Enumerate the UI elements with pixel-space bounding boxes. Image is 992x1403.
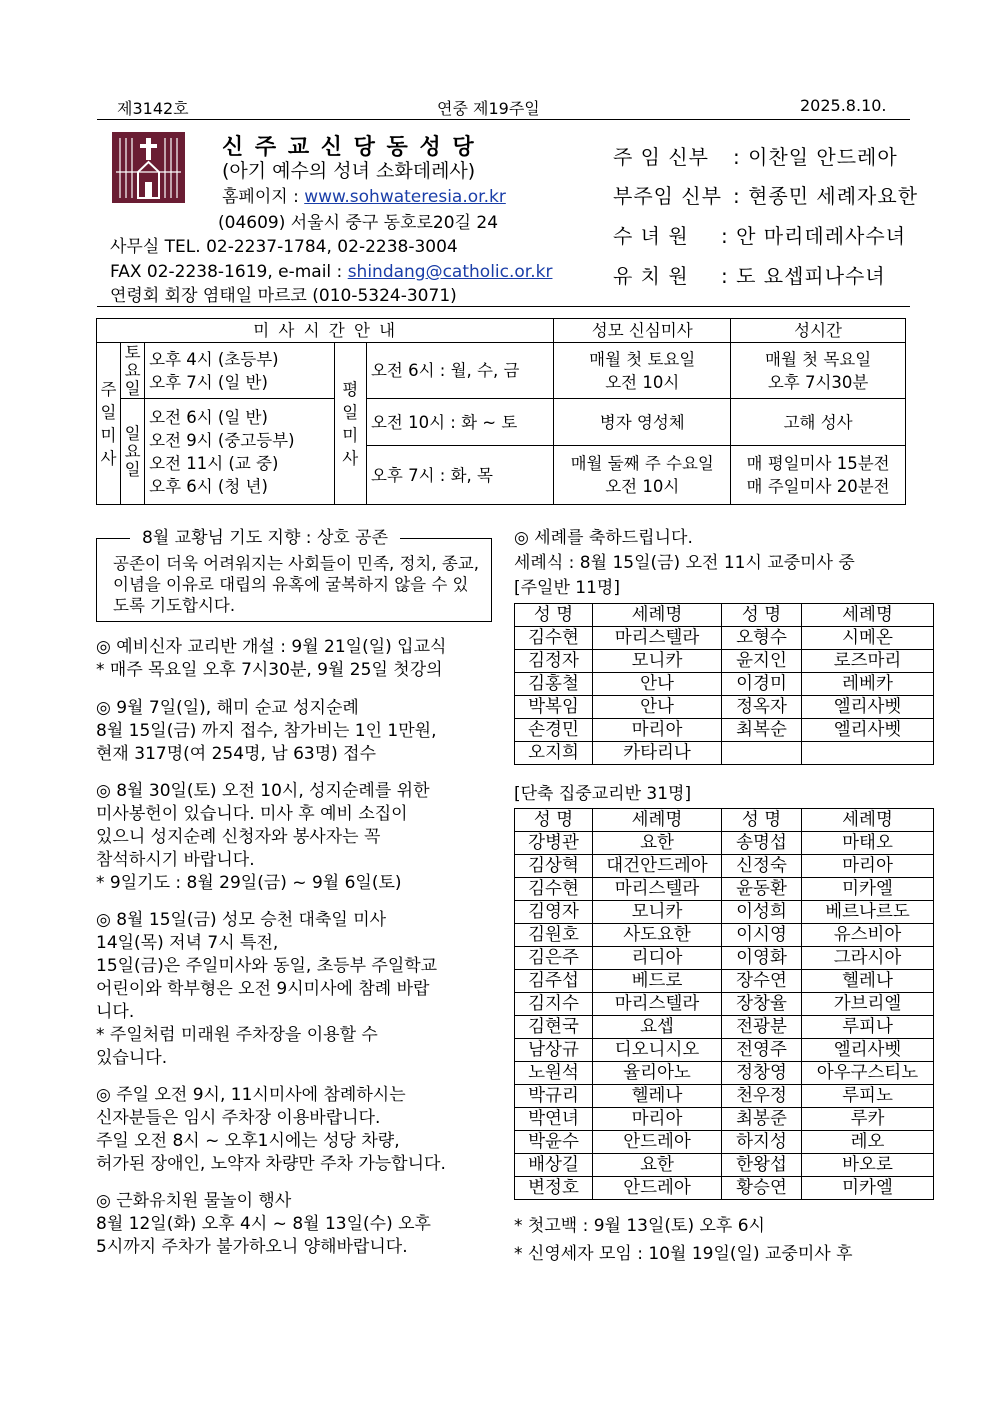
person-name-cell: 김은주 [515, 947, 593, 970]
mass-schedule-table [96, 318, 906, 505]
baptism-group1-label: [주일반 11명] [514, 578, 620, 598]
staff-role: 수 녀 원 [613, 224, 689, 248]
baptismal-name-cell: 카타리나 [593, 742, 722, 765]
person-name-cell: 김상혁 [515, 855, 593, 878]
staff-kindergarten [613, 260, 886, 289]
person-name-cell: 전영주 [722, 1039, 802, 1062]
person-name-cell: 강병관 [515, 832, 593, 855]
notice-pilgrimage: ◎ 9월 7일(일), 해미 순교 성지순례 8월 15일(금) 까지 접수, 참가비는 1인 1만원, 현재 317명(여 254명, 남 63명) 접수 [96, 698, 437, 764]
baptismal-name-cell: 안드레아 [593, 1131, 722, 1154]
person-name-cell: 정옥자 [722, 696, 802, 719]
staff-name: : 이찬일 안드레아 [733, 145, 898, 169]
staff-role: 부주임 신부 [613, 184, 722, 208]
table-header-row [515, 809, 934, 832]
baptismal-name-cell: 바오로 [802, 1154, 934, 1177]
person-name-cell: 김지수 [515, 993, 593, 1016]
confession-title: 고해 성사 [731, 399, 906, 446]
table-row [515, 1062, 934, 1085]
heart-mass-title: 성모 신심미사 [554, 319, 731, 343]
baptismal-name-cell: 안나 [593, 673, 722, 696]
baptismal-name-cell: 시메온 [802, 627, 934, 650]
weekday-time-1: 오전 6시 : 월, 수, 금 [366, 343, 553, 399]
table-row [515, 924, 934, 947]
person-name-cell: 황승연 [722, 1177, 802, 1200]
header-bottom-rule [97, 306, 910, 307]
fax-email-line [110, 261, 552, 283]
person-name-cell: 오지희 [515, 742, 593, 765]
office-phone: 사무실 TEL. 02-2237-1784, 02-2238-3004 [110, 237, 458, 257]
baptismal-name-cell [802, 742, 934, 765]
sick-communion-detail: 매월 둘째 주 수요일 오전 10시 [554, 446, 731, 505]
baptism-title: ◎ 세례를 축하드립니다. [514, 528, 693, 548]
baptismal-name-cell: 엘리사벳 [802, 719, 934, 742]
baptismal-name-cell: 디오니시오 [593, 1039, 722, 1062]
baptismal-name-cell: 가브리엘 [802, 993, 934, 1016]
sunday-time: 오전 6시 (일 반) [149, 407, 268, 427]
person-name-cell: 장창율 [722, 993, 802, 1016]
table-row [515, 878, 934, 901]
weekday-time-2: 오전 10시 : 화 ~ 토 [366, 399, 553, 446]
heart-mass-detail: 매월 첫 토요일 오전 10시 [554, 343, 731, 399]
weekday-mass-label: 평일미사 [334, 343, 366, 505]
person-name-cell: 이성희 [722, 901, 802, 924]
col-baptismal-header: 세례명 [802, 604, 934, 627]
baptismal-name-cell: 마태오 [802, 832, 934, 855]
person-name-cell: 김수현 [515, 878, 593, 901]
person-name-cell: 남상규 [515, 1039, 593, 1062]
baptism-table-sunday [514, 603, 934, 765]
baptismal-name-cell: 엘리사벳 [802, 1039, 934, 1062]
baptismal-name-cell: 마리스텔라 [593, 627, 722, 650]
baptismal-name-cell: 엘리사벳 [802, 696, 934, 719]
table-row [515, 1131, 934, 1154]
person-name-cell: 박복임 [515, 696, 593, 719]
homepage-line [222, 186, 506, 208]
baptismal-name-cell: 요한 [593, 1154, 722, 1177]
baptismal-name-cell: 루카 [802, 1108, 934, 1131]
baptismal-name-cell: 안나 [593, 696, 722, 719]
sunday-day-label: 일요일 [121, 399, 145, 505]
staff-assistant [613, 180, 918, 209]
header-rule [97, 119, 910, 120]
baptismal-name-cell: 헬레나 [802, 970, 934, 993]
baptismal-name-cell: 루피나 [802, 1016, 934, 1039]
fax-label: FAX 02-2238-1619, e-mail : [110, 262, 343, 282]
table-row [515, 742, 934, 765]
col-name-header: 성 명 [515, 604, 593, 627]
table-row [515, 696, 934, 719]
notice-kindergarten: ◎ 근화유치원 물놀이 행사 8월 12일(화) 오후 4시 ~ 8월 13일(수) 오후 5시까지 주차가 불가하오니 양해바랍니다. [96, 1191, 431, 1257]
holy-hour-detail: 매월 첫 목요일 오후 7시30분 [731, 343, 906, 399]
liturgical-week: 연중 제19주일 [437, 99, 540, 118]
table-row [515, 993, 934, 1016]
baptismal-name-cell: 모니카 [593, 901, 722, 924]
person-name-cell: 하지성 [722, 1131, 802, 1154]
table-row [515, 1154, 934, 1177]
email-link[interactable]: shindang@catholic.or.kr [347, 262, 553, 282]
table-row [515, 970, 934, 993]
person-name-cell: 김현국 [515, 1016, 593, 1039]
person-name-cell: 이영화 [722, 947, 802, 970]
person-name-cell: 윤동환 [722, 878, 802, 901]
person-name-cell: 박윤수 [515, 1131, 593, 1154]
issue-date: 2025.8.10. [800, 96, 887, 115]
baptismal-name-cell: 아우구스티노 [802, 1062, 934, 1085]
first-confession-note: * 첫고백 : 9월 13일(토) 오후 6시 [514, 1216, 765, 1236]
person-name-cell: 장수연 [722, 970, 802, 993]
baptismal-name-cell: 모니카 [593, 650, 722, 673]
person-name-cell: 노원석 [515, 1062, 593, 1085]
baptismal-name-cell: 사도요한 [593, 924, 722, 947]
sunday-time: 오전 9시 (중고등부) [149, 430, 295, 450]
holy-hour-title: 성시간 [731, 319, 906, 343]
staff-pastor [613, 141, 898, 170]
homepage-link[interactable]: www.sohwateresia.or.kr [304, 187, 506, 207]
col-name-header: 성 명 [515, 809, 593, 832]
person-name-cell: 정창영 [722, 1062, 802, 1085]
notice-parking: ◎ 주일 오전 9시, 11시미사에 참례하시는 신자분들은 임시 주차장 이용바랍니다. 주일 오전 8시 ~ 오후1시에는 성당 차량, 허가된 장애인, 노약자 차량만 주차 가능합니다. [96, 1085, 446, 1174]
table-row [515, 832, 934, 855]
staff-name: : 도 요셉피나수녀 [721, 264, 886, 288]
saturday-label: 토요일 [121, 343, 145, 399]
parish-address: (04609) 서울시 중구 동호로20길 24 [218, 213, 499, 233]
person-name-cell: 김정자 [515, 650, 593, 673]
table-row [515, 627, 934, 650]
prayer-intention-title: 8월 교황님 기도 지향 : 상호 공존 [130, 527, 400, 550]
person-name-cell: 천우정 [722, 1085, 802, 1108]
person-name-cell: 이경미 [722, 673, 802, 696]
weekday-time-3: 오후 7시 : 화, 목 [366, 446, 553, 505]
person-name-cell: 김원호 [515, 924, 593, 947]
funeral-council: 연령회 회장 염태일 마르코 (010-5324-3071) [110, 286, 457, 306]
person-name-cell: 최복순 [722, 719, 802, 742]
sunday-mass-label: 주일미사 [97, 343, 121, 505]
confession-detail: 매 평일미사 15분전 매 주일미사 20분전 [731, 446, 906, 505]
notice-catechumen: ◎ 예비신자 교리반 개설 : 9월 21일(일) 입교식 * 매주 목요일 오후 7시30분, 9월 25일 첫강의 [96, 637, 447, 680]
baptismal-name-cell: 안드레아 [593, 1177, 722, 1200]
parish-name: 신 주 교 신 당 동 성 당 [222, 135, 476, 160]
baptismal-name-cell: 마리스텔라 [593, 993, 722, 1016]
baptismal-name-cell: 레오 [802, 1131, 934, 1154]
person-name-cell: 한왕섭 [722, 1154, 802, 1177]
person-name-cell: 김수현 [515, 627, 593, 650]
person-name-cell: 신정숙 [722, 855, 802, 878]
table-row [515, 1016, 934, 1039]
person-name-cell: 변정호 [515, 1177, 593, 1200]
baptismal-name-cell: 마리아 [593, 719, 722, 742]
col-baptismal-header: 세례명 [802, 809, 934, 832]
person-name-cell: 전광분 [722, 1016, 802, 1039]
table-row [515, 901, 934, 924]
person-name-cell: 손경민 [515, 719, 593, 742]
baptismal-name-cell: 베르나르도 [802, 901, 934, 924]
baptism-group2-label: [단축 집중교리반 31명] [514, 784, 692, 804]
col-baptismal-header: 세례명 [593, 809, 722, 832]
baptismal-name-cell: 리디아 [593, 947, 722, 970]
neophyte-meeting-note: * 신영세자 모임 : 10월 19일(일) 교중미사 후 [514, 1244, 853, 1264]
person-name-cell: 박규리 [515, 1085, 593, 1108]
col-name-header: 성 명 [722, 809, 802, 832]
staff-name: : 안 마리데레사수녀 [721, 224, 907, 248]
table-row [515, 1177, 934, 1200]
baptismal-name-cell: 미카엘 [802, 878, 934, 901]
table-row [515, 1085, 934, 1108]
baptism-table-intensive [514, 808, 934, 1200]
table-row [515, 855, 934, 878]
baptismal-name-cell: 대건안드레아 [593, 855, 722, 878]
staff-role: 주 임 신부 [613, 145, 709, 169]
notice-assumption: ◎ 8월 15일(금) 성모 승천 대축일 미사 14일(목) 저녁 7시 특전, 15일(금)은 주일미사와 동일, 초등부 주일학교 어린이와 학부형은 오전 9시미사에 참례 바랍 니다. * 주일처럼 미래원 주차장을 이용할 수 있습니다. [96, 910, 438, 1068]
baptismal-name-cell: 그라시아 [802, 947, 934, 970]
baptismal-name-cell: 로즈마리 [802, 650, 934, 673]
staff-name: : 현종민 세례자요한 [733, 184, 919, 208]
issue-number: 제3142호 [117, 99, 189, 118]
baptismal-name-cell: 마리아 [802, 855, 934, 878]
person-name-cell: 윤지인 [722, 650, 802, 673]
table-row [515, 1108, 934, 1131]
person-name-cell: 김영자 [515, 901, 593, 924]
sick-communion-title: 병자 영성체 [554, 399, 731, 446]
col-baptismal-header: 세례명 [593, 604, 722, 627]
notice-pilgrimage-mass: ◎ 8월 30일(토) 오전 10시, 성지순례를 위한 미사봉헌이 있습니다. 미사 후 예비 소집이 있으니 성지순례 신청자와 봉사자는 꼭 참석하시기 바랍니다. * 9일기도 : 8월 29일(금) ~ 9월 6일(토) [96, 781, 430, 893]
sunday-time: 오전 11시 (교 중) [149, 453, 279, 473]
homepage-label: 홈페이지 : [222, 187, 299, 207]
staff-role: 유 치 원 [613, 264, 689, 288]
prayer-intention-text: 공존이 더욱 어려워지는 사회들이 민족, 정치, 종교, 이념을 이유로 대립의 유혹에 굴복하지 않을 수 있도록 기도합시다. [113, 554, 479, 615]
person-name-cell: 배상길 [515, 1154, 593, 1177]
baptismal-name-cell: 마리아 [593, 1108, 722, 1131]
parish-subtitle: (아기 예수의 성녀 소화데레사) [222, 160, 476, 182]
staff-convent [613, 220, 906, 249]
person-name-cell: 송명섭 [722, 832, 802, 855]
table-row [515, 1039, 934, 1062]
baptismal-name-cell: 마리스텔라 [593, 878, 722, 901]
person-name-cell: 이시영 [722, 924, 802, 947]
table-row [515, 947, 934, 970]
baptismal-name-cell: 요셉 [593, 1016, 722, 1039]
person-name-cell [722, 742, 802, 765]
saturday-times [145, 343, 334, 399]
saturday-time: 오후 4시 (초등부) [149, 349, 279, 369]
sunday-times [145, 399, 334, 505]
baptismal-name-cell: 요한 [593, 832, 722, 855]
person-name-cell: 오형수 [722, 627, 802, 650]
saturday-time: 오후 7시 (일 반) [149, 372, 268, 392]
table-header-row [515, 604, 934, 627]
col-name-header: 성 명 [722, 604, 802, 627]
mass-schedule-title: 미 사 시 간 안 내 [97, 319, 554, 343]
person-name-cell: 김홍철 [515, 673, 593, 696]
sunday-time: 오후 6시 (청 년) [149, 476, 268, 496]
baptismal-name-cell: 루피노 [802, 1085, 934, 1108]
baptismal-name-cell: 헬레나 [593, 1085, 722, 1108]
church-logo [112, 132, 185, 203]
table-row [515, 719, 934, 742]
person-name-cell: 김주섭 [515, 970, 593, 993]
baptism-ceremony: 세례식 : 8월 15일(금) 오전 11시 교중미사 중 [514, 553, 855, 573]
person-name-cell: 박연녀 [515, 1108, 593, 1131]
person-name-cell: 최봉준 [722, 1108, 802, 1131]
baptismal-name-cell: 율리아노 [593, 1062, 722, 1085]
baptismal-name-cell: 미카엘 [802, 1177, 934, 1200]
baptismal-name-cell: 유스비아 [802, 924, 934, 947]
table-row [515, 650, 934, 673]
baptismal-name-cell: 레베카 [802, 673, 934, 696]
table-row [515, 673, 934, 696]
baptismal-name-cell: 베드로 [593, 970, 722, 993]
